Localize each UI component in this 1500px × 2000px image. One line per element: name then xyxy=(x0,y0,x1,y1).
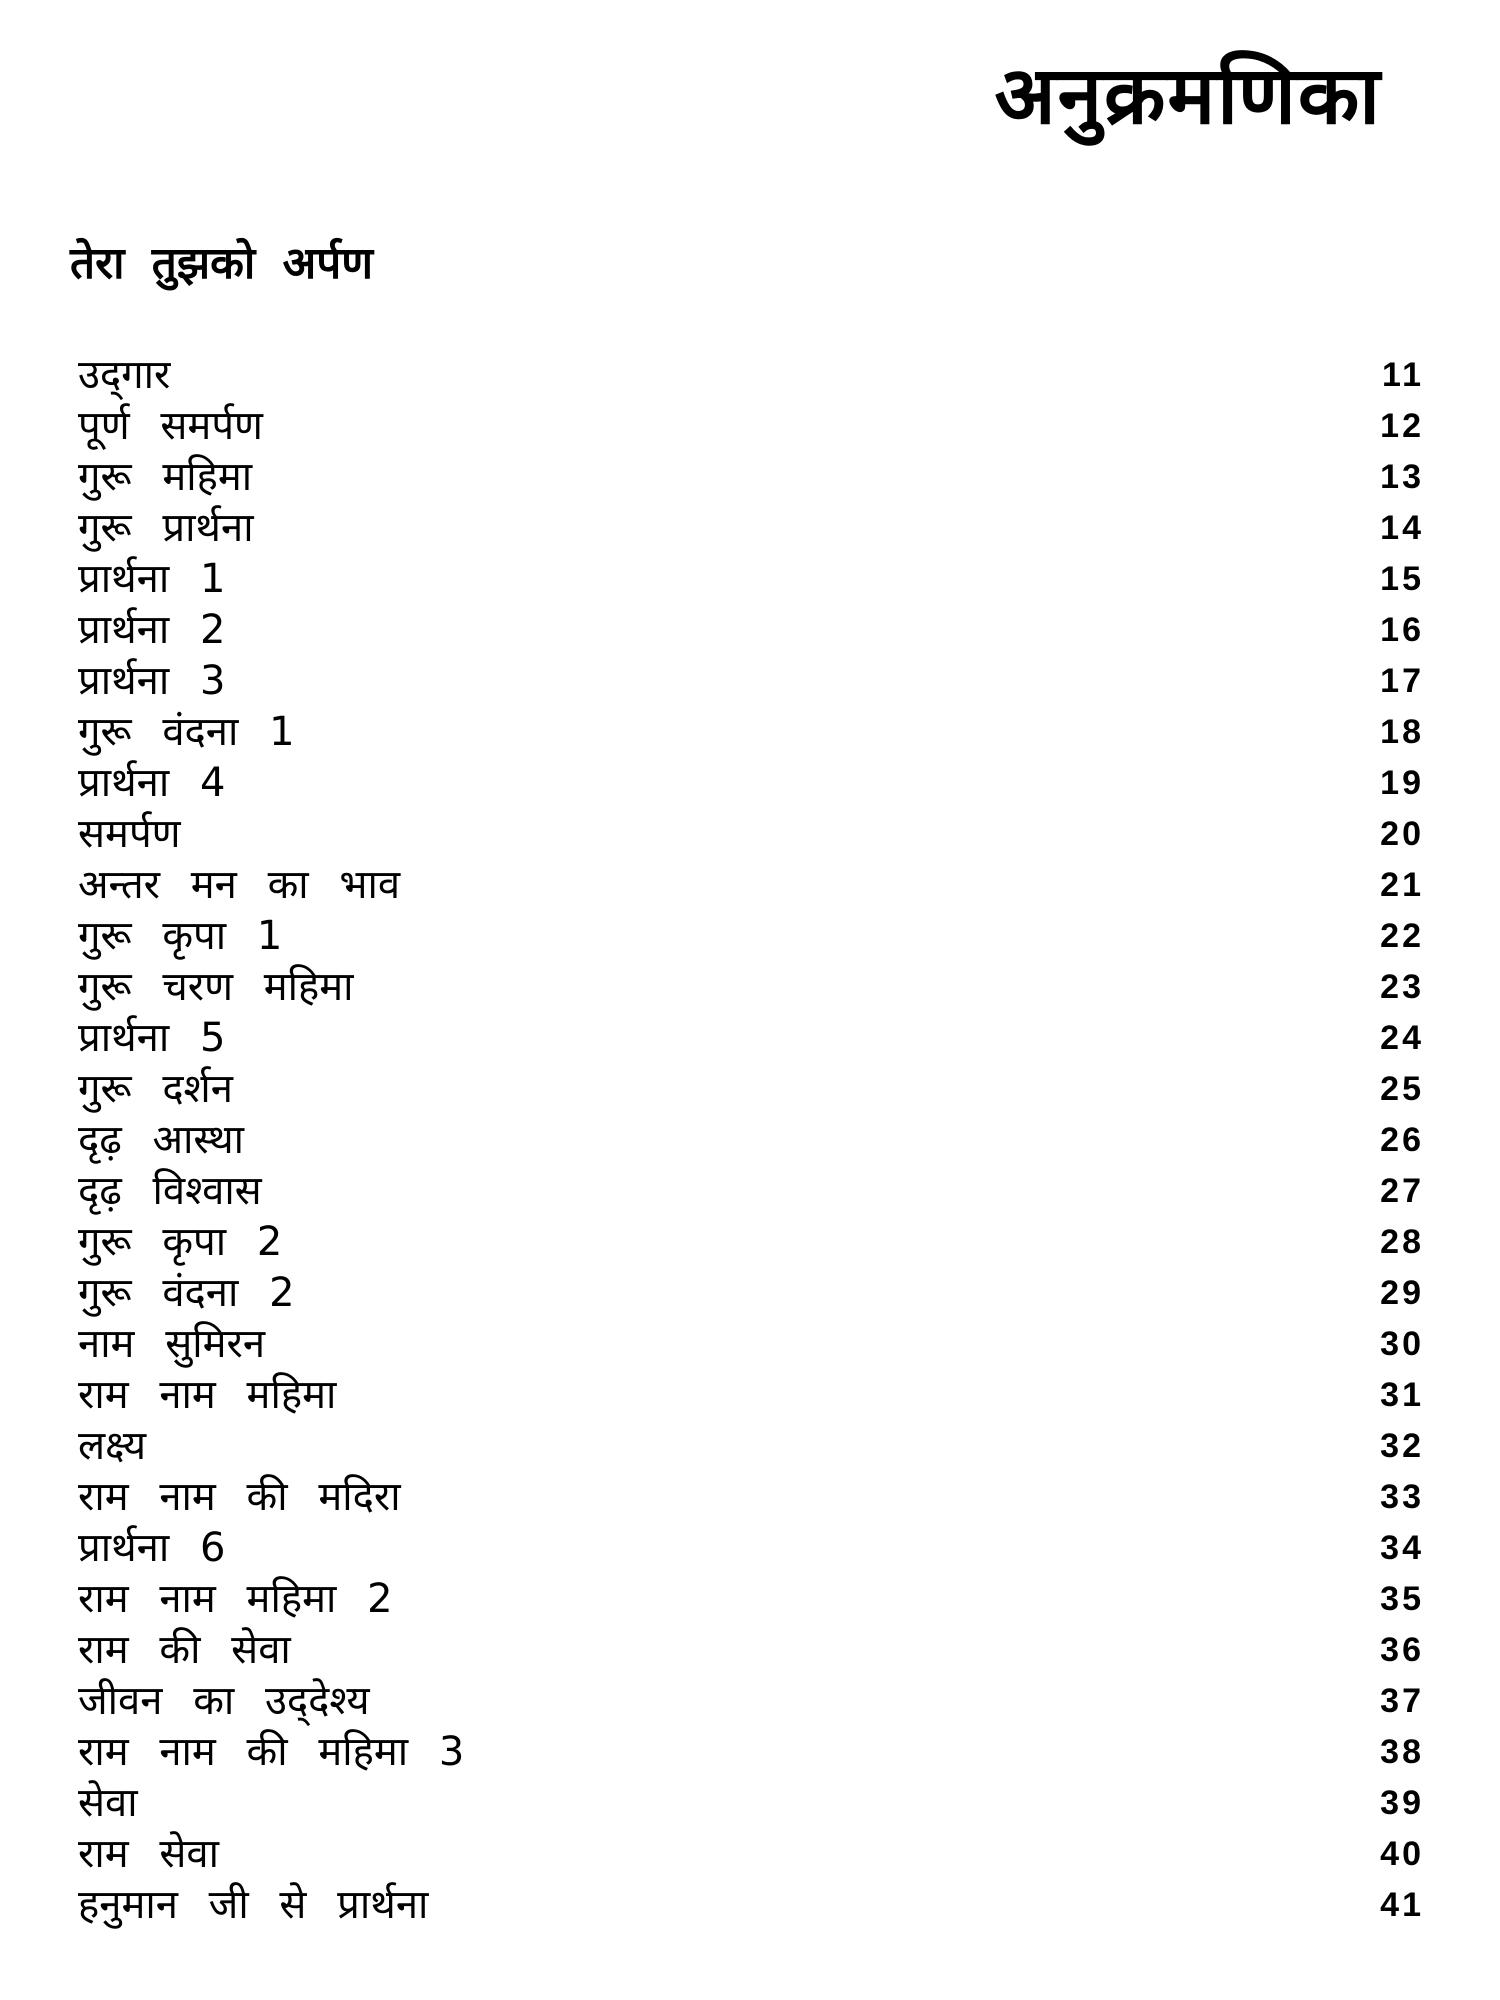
toc-entry-title: जीवन का उद्‌देश्य xyxy=(78,1678,370,1724)
toc-entry-page-number: 16 xyxy=(1380,611,1424,649)
toc-entry-page-number: 35 xyxy=(1380,1580,1424,1618)
toc-entry-title: नाम सुमिरन xyxy=(78,1321,266,1367)
toc-entry-title: गुरू वंदना 1 xyxy=(78,709,295,755)
toc-entry-page-number: 27 xyxy=(1380,1172,1424,1210)
section-heading: तेरा तुझको अर्पण xyxy=(70,238,374,289)
toc-entry xyxy=(78,1574,1428,1625)
toc-entry xyxy=(78,1064,1428,1115)
toc-entry xyxy=(78,1115,1428,1166)
toc-entry xyxy=(78,1523,1428,1574)
toc-entry-title: राम की सेवा xyxy=(78,1627,291,1673)
toc-entry-title: गुरू दर्शन xyxy=(78,1066,233,1112)
toc-entry xyxy=(78,350,1428,401)
toc-entry-title: प्रार्थना 4 xyxy=(78,760,226,806)
toc-entry xyxy=(78,401,1428,452)
toc-entry-page-number: 36 xyxy=(1380,1631,1424,1669)
toc-entry-title: लक्ष्य xyxy=(78,1423,147,1469)
toc-entry-page-number: 19 xyxy=(1380,764,1424,802)
toc-entry-page-number: 21 xyxy=(1380,866,1424,904)
toc-entry-page-number: 23 xyxy=(1380,968,1424,1006)
toc-entry-title: गुरू वंदना 2 xyxy=(78,1270,295,1316)
toc-entry-page-number: 17 xyxy=(1380,662,1424,700)
toc-entry xyxy=(78,1013,1428,1064)
toc-entry-page-number: 22 xyxy=(1380,917,1424,955)
toc-entry xyxy=(78,1319,1428,1370)
toc-entry-page-number: 11 xyxy=(1382,356,1424,394)
toc-entry-page-number: 12 xyxy=(1380,407,1424,445)
toc-entry-title: राम सेवा xyxy=(78,1831,219,1877)
toc-entry-page-number: 37 xyxy=(1380,1682,1424,1720)
toc-entry-page-number: 30 xyxy=(1380,1325,1424,1363)
toc-entry xyxy=(78,758,1428,809)
toc-entry xyxy=(78,911,1428,962)
toc-entry xyxy=(78,1880,1428,1931)
toc-entry xyxy=(78,962,1428,1013)
page-title: अनुक्रमणिका xyxy=(994,49,1382,142)
toc-entry-title: गुरू कृपा 2 xyxy=(78,1219,283,1265)
toc-entry-title: पूर्ण समर्पण xyxy=(78,403,263,449)
toc-entry-page-number: 40 xyxy=(1380,1835,1424,1873)
toc-entry-page-number: 14 xyxy=(1380,509,1424,547)
toc-entry-title: प्रार्थना 5 xyxy=(78,1015,226,1061)
toc-entry-page-number: 38 xyxy=(1380,1733,1424,1771)
toc-entry-title: गुरू कृपा 1 xyxy=(78,913,283,959)
toc-entry-page-number: 28 xyxy=(1380,1223,1424,1261)
toc-entry-title: प्रार्थना 3 xyxy=(78,658,226,704)
toc-entry-page-number: 26 xyxy=(1380,1121,1424,1159)
toc-entry-title: राम नाम की महिमा 3 xyxy=(78,1729,465,1775)
toc-entry-title: प्रार्थना 6 xyxy=(78,1525,226,1571)
toc-entry-title: हनुमान जी से प्रार्थना xyxy=(78,1882,429,1928)
toc-entry xyxy=(78,1676,1428,1727)
toc-entry-page-number: 33 xyxy=(1380,1478,1424,1516)
toc-entry-title: समर्पण xyxy=(78,811,181,857)
toc-entry xyxy=(78,554,1428,605)
toc-entry-title: गुरू महिमा xyxy=(78,454,253,500)
toc-entry xyxy=(78,809,1428,860)
toc-entry-page-number: 29 xyxy=(1380,1274,1424,1312)
toc-entry-title: दृढ़ विश्वास xyxy=(78,1168,262,1214)
toc-entry-page-number: 32 xyxy=(1380,1427,1424,1465)
toc-entry-page-number: 15 xyxy=(1380,560,1424,598)
toc-entry-title: गुरू प्रार्थना xyxy=(78,505,254,551)
toc-entry xyxy=(78,1421,1428,1472)
toc-entry-title: राम नाम महिमा 2 xyxy=(78,1576,393,1622)
toc-entry-page-number: 18 xyxy=(1380,713,1424,751)
toc-entry xyxy=(78,1166,1428,1217)
toc-entry-page-number: 25 xyxy=(1380,1070,1424,1108)
toc-entry xyxy=(78,1217,1428,1268)
toc-entry-page-number: 31 xyxy=(1380,1376,1424,1414)
toc-entry xyxy=(78,860,1428,911)
toc-entry-page-number: 24 xyxy=(1380,1019,1424,1057)
toc-entry-title: राम नाम की मदिरा xyxy=(78,1474,401,1520)
toc-entry xyxy=(78,1727,1428,1778)
toc-entry xyxy=(78,1625,1428,1676)
toc-entry xyxy=(78,707,1428,758)
toc-entry-title: उद्‌गार xyxy=(78,352,171,398)
toc-entry xyxy=(78,452,1428,503)
toc-entry-title: गुरू चरण महिमा xyxy=(78,964,354,1010)
toc-entry-title: अन्तर मन का भाव xyxy=(78,862,401,908)
toc-entry xyxy=(78,656,1428,707)
toc-entry xyxy=(78,1268,1428,1319)
toc-entry-page-number: 20 xyxy=(1380,815,1424,853)
toc-entry-title: दृढ़ आस्था xyxy=(78,1117,245,1163)
toc-entry xyxy=(78,1829,1428,1880)
toc-entry-page-number: 41 xyxy=(1380,1886,1424,1924)
toc-entry-page-number: 39 xyxy=(1380,1784,1424,1822)
toc-entry xyxy=(78,1370,1428,1421)
toc-entry xyxy=(78,1472,1428,1523)
toc-entry-page-number: 34 xyxy=(1380,1529,1424,1567)
toc-entry-title: प्रार्थना 1 xyxy=(78,556,226,602)
toc-entry-title: राम नाम महिमा xyxy=(78,1372,337,1418)
toc-list xyxy=(78,350,1428,1931)
toc-entry-page-number: 13 xyxy=(1380,458,1424,496)
toc-entry xyxy=(78,503,1428,554)
toc-entry xyxy=(78,605,1428,656)
toc-entry-title: प्रार्थना 2 xyxy=(78,607,226,653)
toc-entry xyxy=(78,1778,1428,1829)
toc-entry-title: सेवा xyxy=(78,1780,138,1826)
